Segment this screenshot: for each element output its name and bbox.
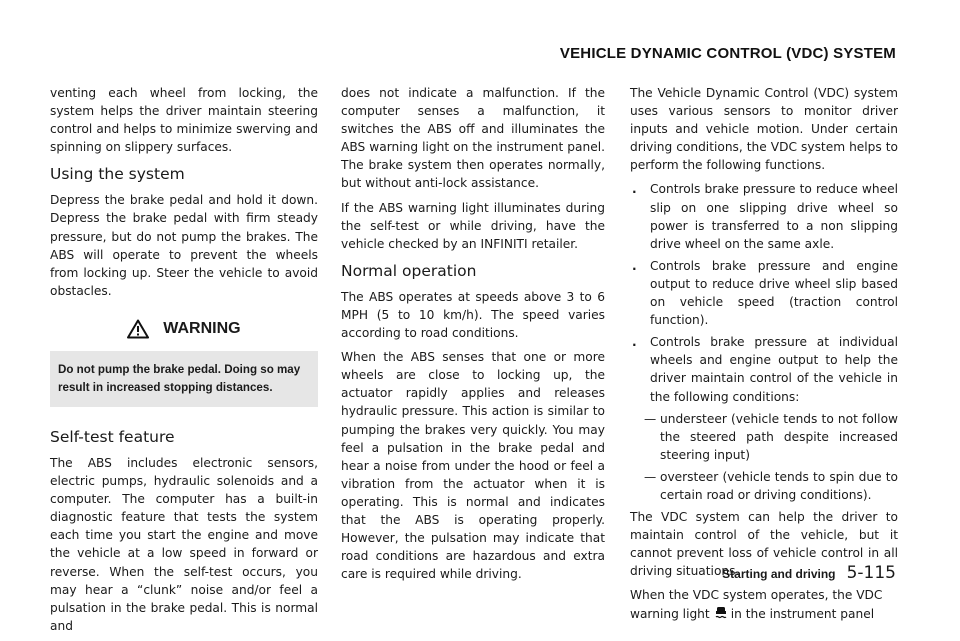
page-footer	[722, 563, 896, 583]
heading-using-the-system: Using the system	[50, 165, 185, 184]
sub-list-item: — oversteer (vehicle tends to spin due to certain road or driving conditions).	[644, 469, 898, 502]
column-2	[341, 84, 605, 589]
paragraph: The Vehicle Dynamic Control (VDC) system uses various sensors to monitor driver inputs and vehicle motion. Under certain driving conditions, the VDC system helps to perform the following functions.	[630, 86, 898, 173]
section-title: VEHICLE DYNAMIC CONTROL (VDC) SYSTEM	[559, 45, 896, 62]
vdc-warning-light-icon	[714, 606, 728, 625]
sub-list-item: — understeer (vehicle tends to not follow the steered path despite increased steering input)	[644, 411, 898, 462]
column-3	[630, 84, 898, 631]
footer-section-name: Starting and driving	[722, 567, 836, 581]
page-number: 5-115	[846, 563, 896, 583]
heading-self-test-feature: Self-test feature	[50, 427, 175, 446]
warning-header	[50, 319, 318, 343]
paragraph: When the ABS senses that one or more wheels are close to locking up, the actuator rapidly applies and releases hydraulic pressure. This action is similar to pumping the brakes very quickly. You may feel a pulsation in the brake pedal and hear a noise from under the hood or feel a vibration from the actuator when it is operating. This is normal and indicates that the ABS is operating properly. However, the pulsation may indicate that road conditions are hazardous and extra care is required while driving.	[341, 350, 605, 582]
paragraph: The VDC system can help the driver to maintain control of the vehicle, but it cannot prevent loss of vehicle control in all driving situations.	[630, 510, 898, 579]
paragraph: venting each wheel from locking, the system helps the driver maintain steering control and helps to minimize swerving and spinning on slippery surfaces.	[50, 86, 318, 155]
paragraph-vdc-warning: When the VDC system operates, the VDC warning light in the instrument panel	[630, 586, 898, 624]
warning-triangle-icon	[127, 319, 149, 339]
list-item: . Controls brake pressure and engine output to reduce drive wheel slip based on vehicle speed (traction control function).	[632, 258, 898, 328]
warning-box	[50, 351, 318, 407]
paragraph: The ABS includes electronic sensors, electric pumps, hydraulic solenoids and a computer. The computer has a built-in diagnostic feature that tests the system each time you start the engine and move the vehicle at a low speed in forward or reverse. When the self-test occurs, you may hear a “clunk” noise and/or feel a pulsation in the brake pedal. This is normal and	[50, 455, 318, 633]
list-item: . Controls brake pressure at individual wheels and engine output to help the driver maintain control of the vehicle in the following conditions:	[632, 335, 898, 404]
paragraph: does not indicate a malfunction. If the computer senses a malfunction, it switches the ABS off and illuminates the ABS warning light on the instrument panel. The brake system then operates normally, but without anti-lock assistance.	[341, 86, 605, 191]
paragraph: The ABS operates at speeds above 3 to 6 MPH (5 to 10 km/h). The speed varies according to road conditions.	[341, 289, 605, 341]
paragraph: Depress the brake pedal and hold it down. Depress the brake pedal with firm steady pressure, but do not pump the brakes. The ABS will operate to prevent the wheels from locking up. Steer the vehicle to avoid obstacles.	[50, 193, 318, 298]
warning-text: Do not pump the brake pedal. Doing so may result in increased stopping distances.	[58, 362, 301, 394]
warning-label: WARNING	[163, 319, 241, 337]
column-1	[50, 84, 318, 641]
paragraph: If the ABS warning light illuminates during the self-test or while driving, have the vehicle checked by an INFINITI retailer.	[341, 200, 605, 251]
heading-normal-operation: Normal operation	[341, 261, 477, 280]
list-item: . Controls brake pressure to reduce wheel slip on one slipping drive wheel so power is transferred to a non slipping drive wheel on the same axle.	[632, 182, 898, 251]
